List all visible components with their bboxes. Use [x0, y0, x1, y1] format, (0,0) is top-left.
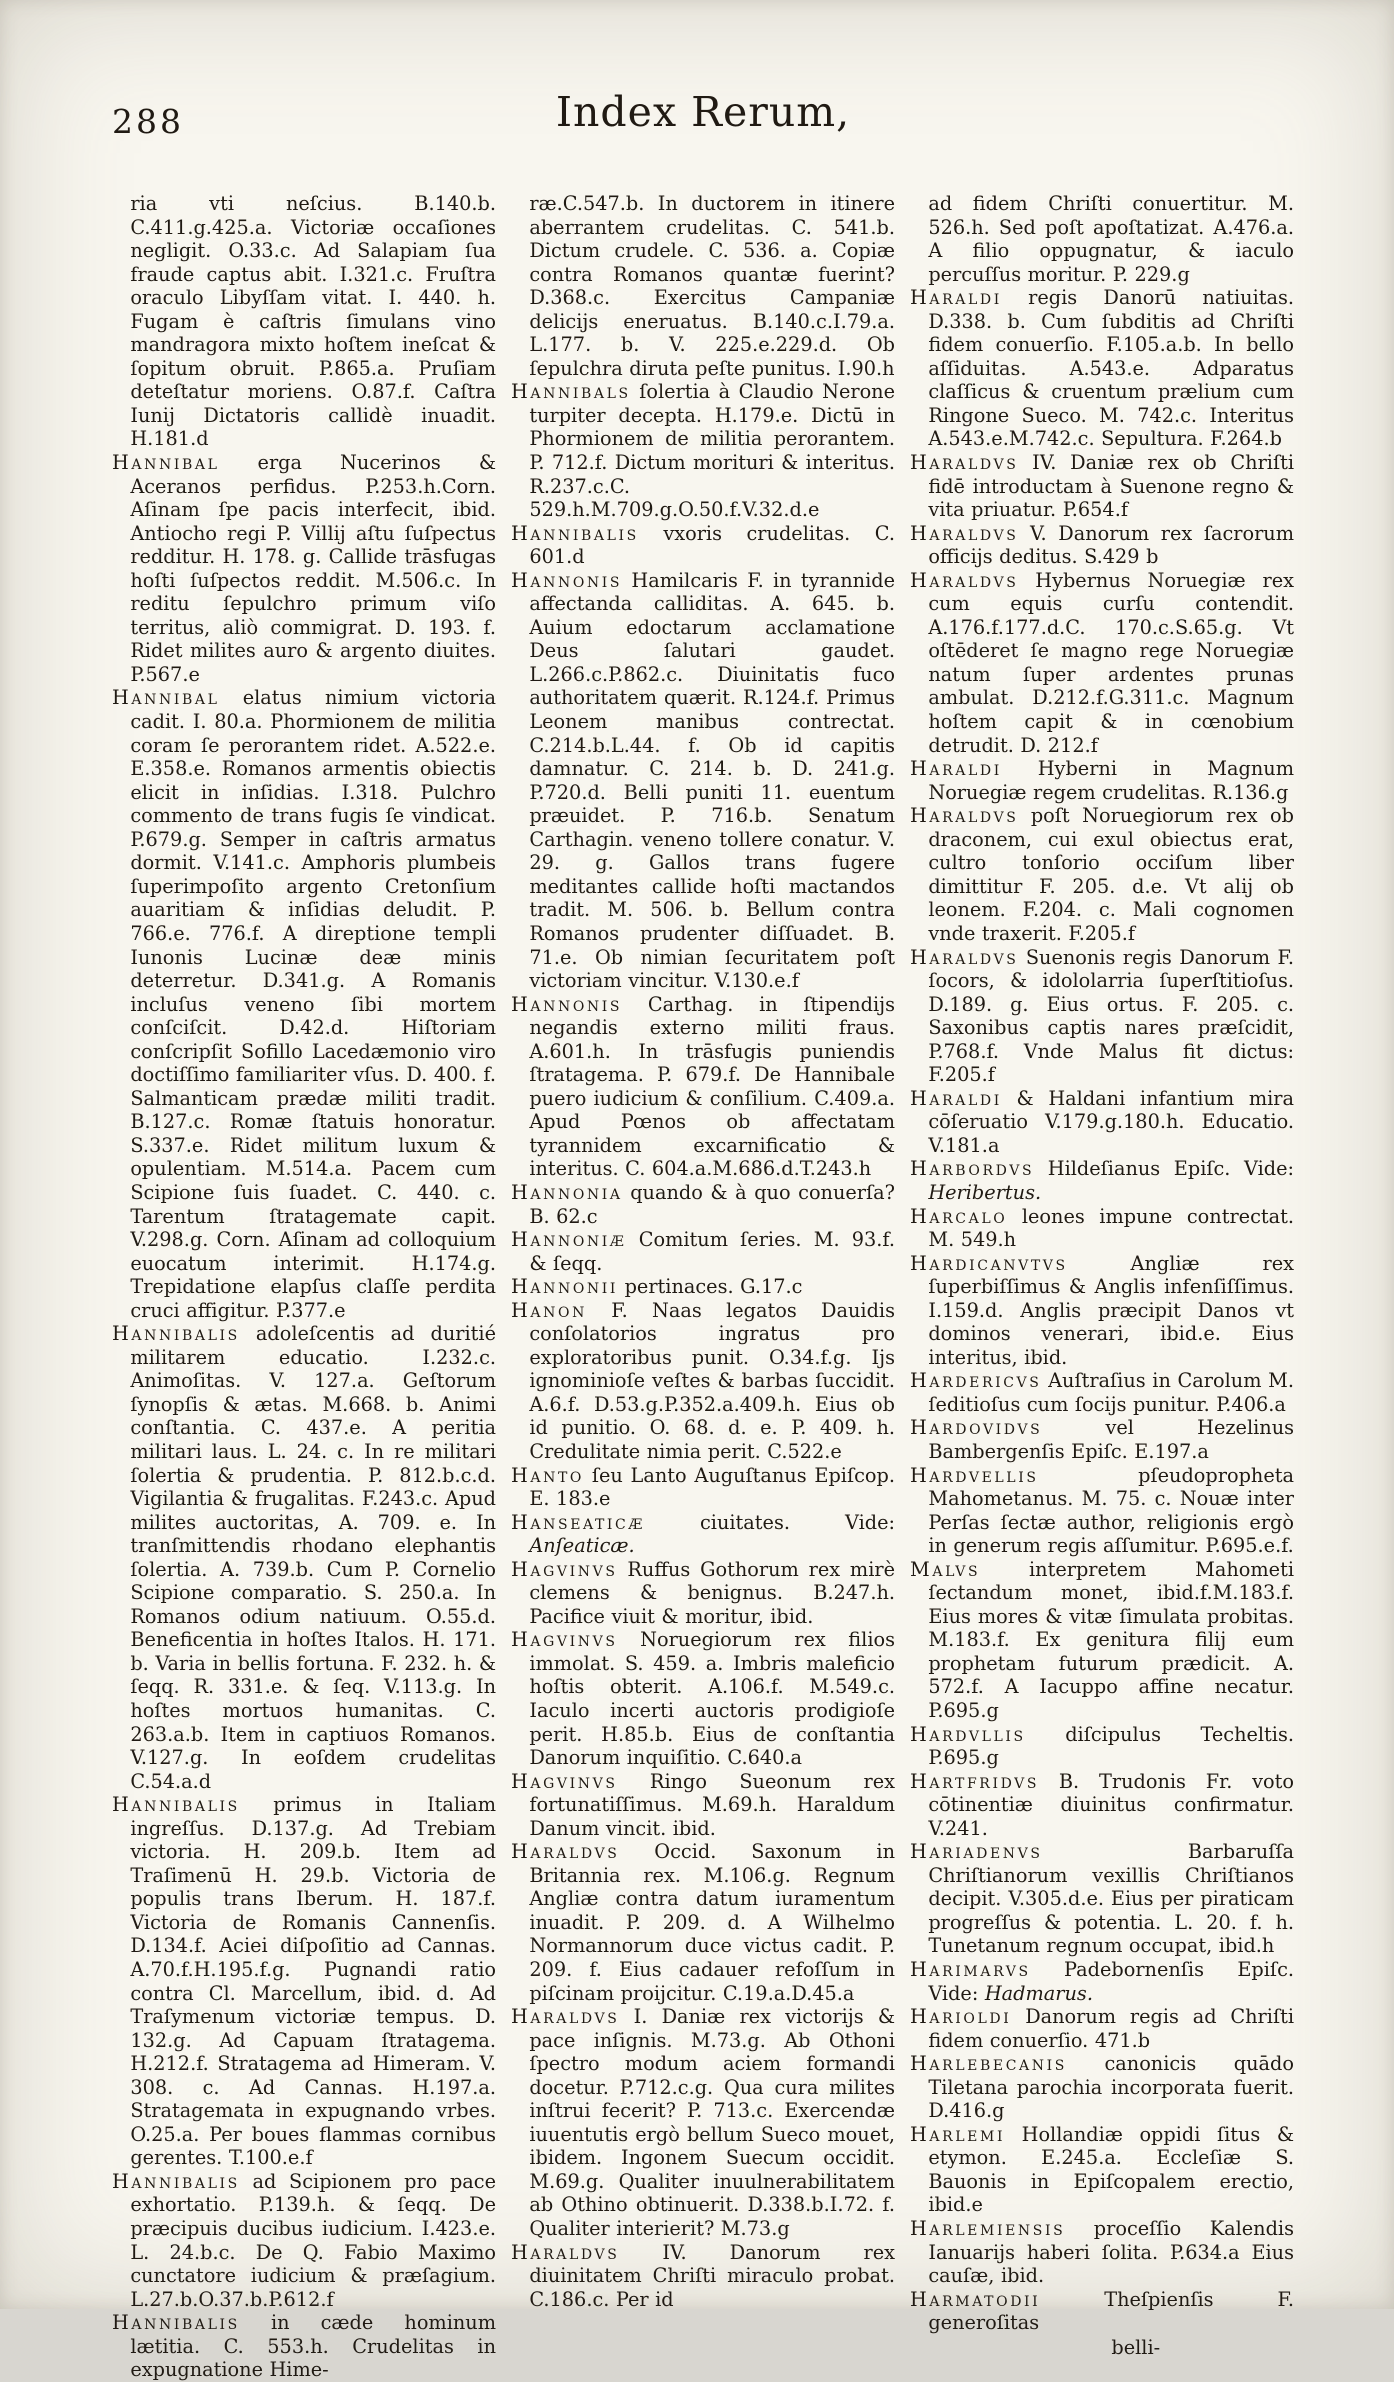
index-entry: Hannonis Hamilcaris F. in tyrannide affectanda calliditas. A. 645. b. Auium edoctarum acclamatione Deus ſalutari gaudet. L.266.c.P.862.c. Diuinitatis fuco authoritatem quærit. R.124.f. Primus Leonem manibus contrectat. C.214.b.L.44. f. Ob id capitis damnatur. C. 214. b. D. 241.g. P.720.d. Belli puniti 11. euentum præuidet. P. 716.b. Senatum Carthagin. veneno tollere conatur. V. 29. g. Gallos trans fugere meditantes callide hoſti mactandos tradit. M. 506. b. Bellum contra Romanos prudenter diſſuadet. B. 71.e. Ob nimian ſecuritatem poſt victoriam vincitur. V.130.e.f — [511, 568, 895, 993]
index-entry: Harlemi Hollandiæ oppidi ſitus & etymon. E.245.a. Eccleſiæ S. Bauonis in Epiſcopalem erectio, ibid.e — [910, 2122, 1295, 2217]
entry-headword: Hardvllis — [910, 1722, 1026, 1746]
index-entry: Haraldi & Haldani infantium mira cōſeruatio V.179.g.180.h. Educatio. V.181.a — [910, 1086, 1294, 1157]
index-entry: Hannibals ſolertia à Claudio Nerone turpiter decepta. H.179.e. Dictū in Phormionem de militia perorantem. P. 712.f. Dictum morituri & interitus. R.237.c.C. 529.h.M.709.g.O.50.f.V.32.d.e — [511, 380, 896, 522]
index-entry: Harcalo leones impune contrectat. M. 549.h — [910, 1204, 1294, 1252]
index-entry-continuation: ria vti neſcius. B.140.b. C.411.g.425.a. Victoriæ occaſiones negligit. O.33.c. Ad Salapiam ſua fraude captus abit. I.321.c. Fruſtra oraculo Libyſſam vitat. I. 440. h. Fugam è caſtris ſimulans vino mandragora mixto hoſtem ineſcat & ſopitum obruit. P.865.a. Pruſiam deteſtatur moriens. O.87.f. Caſtra Iunij Dictatoris callidè inuadit. H.181.d — [130, 192, 496, 451]
index-entry: Harimarvs Padebornenſis Epiſc. Vide: Hadmarus. — [910, 1958, 1294, 2005]
index-entry: Haraldi Hyberni in Magnum Noruegiæ regem crudelitas. R.136.g — [910, 757, 1294, 804]
entry-headword: Hartfridvs — [910, 1769, 1040, 1793]
entry-headword: Hannibal — [112, 686, 220, 710]
entry-headword: Haraldvs — [511, 2005, 620, 2029]
index-entry: Hannibalis adoleſcentis ad duritié militarem educatio. I.232.c. Animoſitas. V. 127.a. Geſtorum ſynopſis & ætas. M.668. b. Animi conſtantia. C. 437.e. A peritia militari laus. L. 24. c. In re militari ſolertia & prudentia. P. 812.b.c.d. Vigilantia & frugalitas. F.243.c. Apud milites auctoritas, A. 709. e. In tranſmittendis rhodano elephantis ſolertia. A. 739.b. Cum P. Cornelio Scipione comparatio. S. 250.a. In Romanos odium natiuum. O.55.d. Beneficentia in hoſtes Italos. H. 171. b. Varia in bellis fortuna. F. 232. h. & ſeqq. R. 331.e. & ſeq. V.113.g. In hoſtes mortuos humanitas. C. 263.a.b. Item in captiuos Romanos. V.127.g. In eoſdem crudelitas C.54.a.d — [112, 1322, 497, 1793]
index-entry: Hanon F. Naas legatos Dauidis conſolatorios ingratus pro exploratoribus punit. O.34.f.g. Ijs ignominioſe veſtes & barbas ſuccidit. A.6.f. D.53.g.P.352.a.409.h. Eius ob id punitio. O. 68. d. e. P. 409. h. Credulitate nimia perit. C.522.e — [511, 1298, 895, 1463]
index-entry: Hannibalis ad Scipionem pro pace exhortatio. P.139.h. & ſeqq. De præcipuis ducibus iudicium. I.423.e. L. 24.b.c. De Q. Fabio Maximo cunctatore iudicium & præſagium. L.27.b.O.37.b.P.612.f — [112, 2169, 496, 2311]
cross-reference: Anſeaticæ. — [529, 1534, 635, 1558]
index-entry: Haraldi regis Danorū natiuitas. D.338. b. Cum ſubditis ad Chriſti fidem conuerſio. F.105.a.b. In bello aſſiduitas. A.543.e. Adparatus claſſicus & cruentum prælium cum Ringone Sueco. M. 742.c. Interitus A.543.e.M.742.c. Sepultura. F.264.b — [910, 286, 1294, 451]
entry-headword: Harlemi — [910, 2122, 1006, 2146]
cross-reference: Hadmarus. — [984, 1981, 1093, 2005]
index-entry: Harbordvs Hildeſianus Epiſc. Vide: Heribertus. — [910, 1157, 1295, 1204]
entry-headword: Harbordvs — [910, 1157, 1035, 1181]
entry-headword: Hannibalis — [112, 1322, 240, 1346]
index-entry: Haraldvs V. Danorum rex ſacrorum officijs deditus. S.429 b — [910, 521, 1294, 569]
index-entry: Hardovidvs vel Hezelinus Bambergenſis Epiſc. E.197.a — [910, 1416, 1295, 1463]
entry-headword: Hannibals — [511, 380, 631, 404]
entry-headword: Hanon — [511, 1298, 587, 1322]
entry-headword: Haraldvs — [511, 2240, 620, 2264]
index-entry: Haraldvs IV. Daniæ rex ob Chriſti fidē introductam à Suenone regno & vita priuatur. P.654.f — [910, 451, 1295, 522]
entry-headword: Hariadenvs — [910, 1840, 1043, 1864]
index-column-3 — [910, 192, 1294, 2382]
index-entry: Haraldvs Suenonis regis Danorum F. ſocors, & idololarria ſuperſtitioſus. D.189. g. Eius ortus. F. 205. c. Saxonibus captis nares præſcidit, P.768.f. Vnde Malus fit dictus: F.205.f — [910, 945, 1294, 1087]
entry-headword: Haraldi — [910, 757, 1002, 781]
index-column-1 — [112, 192, 496, 2382]
entry-headword: Hannonia — [511, 1180, 623, 1204]
index-entry: Haraldvs IV. Danorum rex diuinitatem Chriſti miraculo probat. C.186.c. Per id — [511, 2240, 895, 2311]
index-entry: Haraldvs poſt Noruegiorum rex ob draconem, cui exul obiectus erat, cultro tonſorio occiſum liber dimittitur F. 205. d.e. Vt alij ob leonem. F.204. c. Mali cognomen vnde traxerit. F.205.f — [910, 804, 1294, 945]
index-entry: Hanto ſeu Lanto Auguſtanus Epiſcop. E. 183.e — [511, 1463, 895, 1511]
index-entry: Hannibalis primus in Italiam ingreſſus. D.137.g. Ad Trebiam victoria. H. 209.b. Item ad Traſimenū H. 29.b. Victoria de populis trans Iberum. H. 187.f. Victoria de Romanis Cannenſis. D.134.f. Aciei diſpoſitio ad Cannas. A.70.f.H.195.f.g. Pugnandi ratio contra Cl. Marcellum, ibid. d. Ad Traſymenum victoriæ tempus. D. 132.g. Ad Capuam ſtratagema. H.212.f. Stratagema ad Himeram. V. 308. c. Ad Cannas. H.197.a. Stratagemata in expugnando vrbes. O.25.a. Per boues flammas cornibus gerentes. T.100.e.f — [112, 1793, 496, 2170]
catchword: belli- — [1111, 2335, 1161, 2359]
index-entry: Hannoniæ Comitum ſeries. M. 93.f. & ſeqq. — [511, 1228, 895, 1275]
index-column-2 — [511, 192, 895, 2382]
entry-headword: Hardericvs — [910, 1369, 1042, 1393]
index-entry: Hagvinvs Ringo Sueonum rex fortunatiſſimus. M.69.h. Haraldum Danum vincit. ibid. — [511, 1769, 895, 1840]
index-entry: Harioldi Danorum regis ad Chriſti fidem conuerſio. 471.b — [910, 2005, 1294, 2052]
entry-headword: Hagvinvs — [511, 1628, 618, 1652]
index-columns — [112, 192, 1294, 2382]
index-entry: Hartfridvs B. Trudonis Fr. voto cōtinentiæ diuinitus confirmatur. V.241. — [910, 1769, 1295, 1840]
index-entry: Hannibal elatus nimium victoria cadit. I. 80.a. Phormionem de militia coram ſe perorantem ridet. A.522.e. E.358.e. Romanos armentis obiectis elicit in inſidias. I.318. Pulchro commento de trans fugis ſe vindicat. P.679.g. Semper in caſtris armatus dormit. V.141.c. Amphoris plumbeis ſuperimpoſito argento Cretonſium auaritiam & inſidias deludit. P. 766.e. 776.f. A direptione templi Iunonis Lucinæ deæ minis deterretur. D.341.g. A Romanis incluſus veneno ſibi mortem conſciſcit. D.42.d. Hiſtoriam conſcripſit Sofillo Lacedæmonio viro doctiſſimo familiariter vſus. D. 400. f. Salmanticam prædæ militi tradit. B.127.c. Romæ ſtatuis honoratur. S.337.e. Ridet militum luxum & opulentiam. M.514.a. Pacem cum Scipione ſuis ſuadet. C. 440. c. Tarentum ſtratagemate capit. V.298.g. Corn. Aſinam ad colloquium euocatum interimit. H.174.g. Trepidatione elapſus claſſe perdita cruci affigitur. P.377.e — [112, 686, 497, 1322]
entry-headword: Hanto — [511, 1463, 585, 1487]
entry-headword: Hardovidvs — [910, 1416, 1043, 1440]
index-entry: Hardericvs Auſtraſius in Carolum M. ſeditioſus cum ſocijs punitur. P.406.a — [910, 1369, 1295, 1416]
index-entry: Hagvinvs Noruegiorum rex filios immolat. S. 459. a. Imbris maleficio hoſtis obterit. A.106.f. M.549.c. Iaculo incerti auctoris prodigioſe perit. H.85.b. Eius de conſtantia Danorum inquiſitio. C.640.a — [511, 1628, 895, 1770]
entry-headword: Hannibalis — [511, 521, 639, 545]
entry-headword: Hannibalis — [112, 2169, 240, 2193]
entry-headword: Hannonii — [511, 1275, 619, 1299]
entry-headword: Hanseaticæ — [511, 1510, 645, 1534]
entry-headword: Harlebecanis — [910, 2052, 1067, 2076]
index-entry: Hariadenvs Barbaruſſa Chriſtianorum vexillis Chriſtianos decipit. V.305.d.e. Eius per piraticam progreſſus & potentia. L. 20. f. h. Tunetanum regnum occupat, ibid.h — [910, 1840, 1294, 1958]
index-entry: Hagvinvs Ruffus Gothorum rex mirè clemens & benignus. B.247.h. Pacifice viuit & moritur, ibid. — [511, 1557, 896, 1628]
index-entry: Hardvllis diſcipulus Techeltis. P.695.g — [910, 1722, 1294, 1770]
entry-headword: Hardvellis — [910, 1463, 1039, 1487]
entry-headword: Harcalo — [910, 1204, 1008, 1228]
index-entry: Harlebecanis canonicis quādo Tiletana parochia incorporata fuerit. D.416.g — [910, 2052, 1294, 2123]
entry-headword: Haraldvs — [910, 804, 1019, 828]
entry-headword: Haraldvs — [910, 568, 1019, 592]
index-entry: Hannibalis in cæde hominum lætitia. C. 553.h. Crudelitas in expugnatione Hime- — [112, 2311, 496, 2382]
index-entry: Malvs interpretem Mahometi ſectandum monet, ibid.f.M.183.f. Eius mores & vitæ ſimulata probitas. M.183.f. Ex genitura filij eum prophetam futurum prædicit. A. 572.f. A Iacuppo affine necatur. P.695.g — [910, 1557, 1294, 1722]
entry-headword: Harimarvs — [910, 1958, 1031, 1982]
entry-headword: Haraldi — [910, 286, 1002, 310]
entry-headword: Hannibalis — [112, 2311, 240, 2335]
entry-headword: Haraldi — [910, 1086, 1002, 1110]
entry-headword: Haraldvs — [511, 1840, 620, 1864]
entry-headword: Harioldi — [910, 2005, 1012, 2029]
entry-headword: Hannibalis — [112, 1793, 240, 1817]
page-header — [112, 86, 1294, 192]
entry-headword: Haraldvs — [910, 521, 1019, 545]
entry-headword: Haraldvs — [910, 945, 1019, 969]
entry-headword: Hannonis — [511, 568, 623, 592]
entry-headword: Harmatodii — [910, 2287, 1041, 2311]
entry-headword: Harlemiensis — [910, 2217, 1066, 2241]
entry-headword: Malvs — [910, 1557, 981, 1581]
index-entry-continuation: ad fidem Chriſti conuertitur. M. 526.h. Sed poſt apoſtatizat. A.476.a. A filio oppugnatur, & iaculo percuſſus moritur. P. 229.g — [928, 192, 1294, 286]
index-entry: Harlemiensis proceſſio Kalendis Ianuarijs haberi ſolita. P.634.a Eius cauſæ, ibid. — [910, 2217, 1294, 2288]
index-entry: Hardicanvtvs Angliæ rex ſuperbiſſimus & Anglis infenſiſſimus. I.159.d. Anglis præcipit Danos vt dominos venerari, ibid.e. Eius interitus, ibid. — [910, 1251, 1294, 1369]
index-entry: Haraldvs Hybernus Noruegiæ rex cum equis curſu contendit. A.176.f.177.d.C. 170.c.S.65.g. Vt oſtēderet ſe magno rege Noruegiæ natum ſuper ardentes prunas ambulat. D.212.f.G.311.c. Magnum hoſtem capit & in cœnobium detrudit. D. 212.f — [910, 568, 1294, 757]
index-entry: Hannibalis vxoris crudelitas. C. 601.d — [511, 521, 895, 569]
index-entry: Hardvellis pſeudopropheta Mahometanus. M. 75. c. Nouæ inter Perſas ſectæ author, religionis ergò in generum regis aſſumitur. P.695.e.f. — [910, 1463, 1294, 1558]
index-entry-continuation: ræ.C.547.b. In ductorem in itinere aberrantem crudelitas. C. 541.b. Dictum crudele. C. 536. a. Copiæ contra Romanos quantæ fuerint? D.368.c. Exercitus Campaniæ delicijs eneruatus. B.140.c.I.79.a. L.177. b. V. 225.e.229.d. Ob ſepulchra diruta peſte punitus. I.90.h — [529, 192, 895, 380]
index-entry: Hannonia quando & à quo conuerſa? B. 62.c — [511, 1180, 895, 1228]
index-entry: Hannonis Carthag. in ſtipendijs negandis externo militi fraus. A.601.h. In trāsfugis puniendis ſtratagema. P. 679.f. De Hannibale puero iudicium & conſilium. C.409.a. Apud Pœnos ob affectatam tyrannidem excarnificatio & interitus. C. 604.a.M.686.d.T.243.h — [511, 992, 895, 1181]
entry-headword: Hagvinvs — [511, 1557, 618, 1581]
cross-reference: Heribertus. — [928, 1180, 1042, 1204]
entry-headword: Hardicanvtvs — [910, 1251, 1068, 1275]
index-entry: Haraldvs I. Daniæ rex victorijs & pace inſignis. M.73.g. Ab Othoni ſpectro modum aciem formandi docetur. P.712.c.g. Qua cura milites inſtrui fecerit? P. 713.c. Exercendæ iuuentutis ergò bellum Sueco mouet, ibidem. Ingonem Suecum occidit. M.69.g. Qualiter inuulnerabilitatem ab Othino obtinuerit. D.338.b.I.72. f. Qualiter interierit? M.73.g — [511, 2005, 896, 2241]
entry-headword: Hannonis — [511, 992, 623, 1016]
running-title: Index Rerum, — [555, 88, 851, 136]
index-entry: Hannibal erga Nucerinos & Aceranos perfidus. P.253.h.Corn. Aſinam ſpe pacis interfecit, ibid. Antiocho regi P. Villij aſtu ſuſpectus redditur. H. 178. g. Callide trāsfugas hoſti ſuſpectos reddit. M.506.c. In reditu ſepulchro primum viſo territus, aliò commigrat. D. 193. f. Ridet milites auro & argento diuites. P.567.e — [112, 451, 497, 686]
index-entry: Haraldvs Occid. Saxonum in Britannia rex. M.106.g. Regnum Angliæ contra datum iuramentum inuadit. P. 209. d. A Wilhelmo Normannorum duce victus cadit. P. 209. f. Eius cadauer refoſſum in piſcinam proijcitur. C.19.a.D.45.a — [511, 1840, 895, 2005]
index-entry: Harmatodii Theſpienſis F. generoſitas — [910, 2287, 1294, 2335]
entry-headword: Hannoniæ — [511, 1228, 627, 1252]
entry-headword: Haraldvs — [910, 451, 1019, 475]
page-number: 288 — [112, 102, 184, 141]
entry-headword: Hagvinvs — [511, 1769, 618, 1793]
index-entry: Hanseaticæ ciuitates. Vide: Anſeaticæ. — [511, 1510, 895, 1558]
entry-headword: Hannibal — [112, 451, 220, 475]
index-entry: Hannonii pertinaces. G.17.c — [511, 1275, 803, 1299]
